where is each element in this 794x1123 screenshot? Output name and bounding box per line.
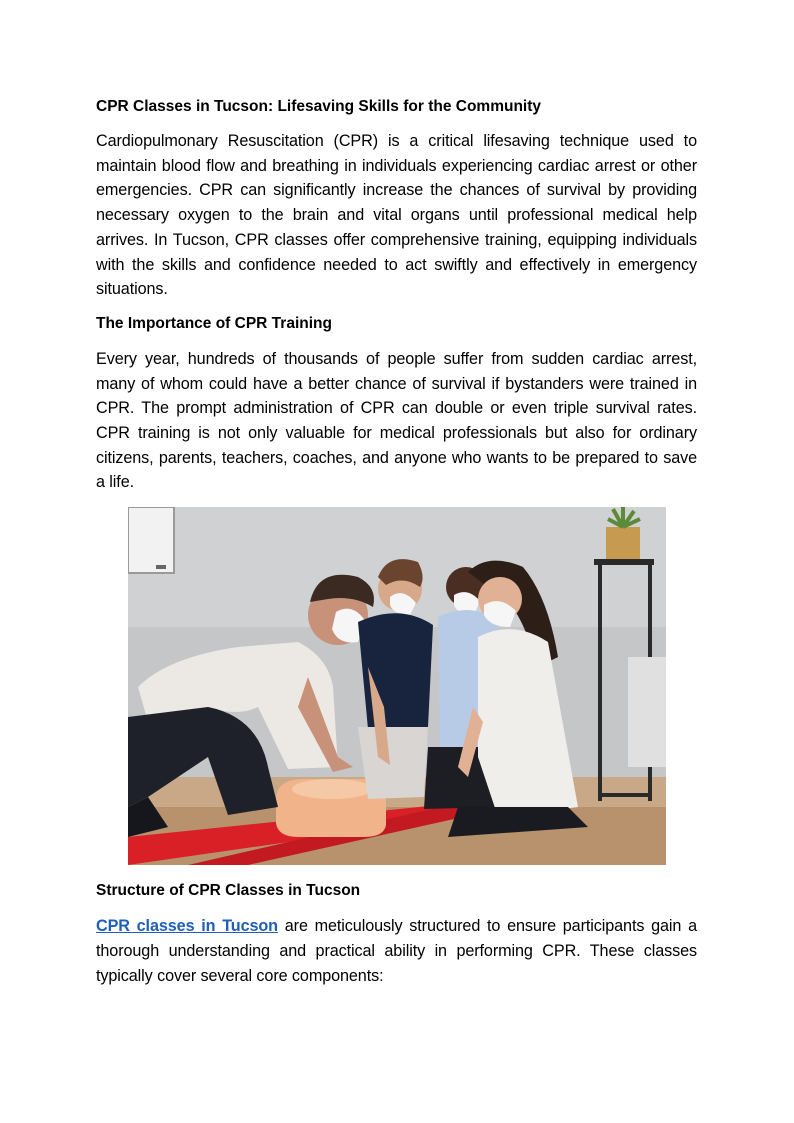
paragraph-structure xyxy=(96,914,697,988)
heading-cpr-classes: CPR Classes in Tucson: Lifesaving Skills for the Community xyxy=(96,98,541,115)
cpr-class-photo-icon xyxy=(128,507,666,865)
paragraph-intro: Cardiopulmonary Resuscitation (CPR) is a critical lifesaving technique used to maintain blood flow and breathing in individuals experiencing cardiac arrest or other emergencies. CPR can significantly increase the chances of survival by providing necessary oxygen to the brain and vital organs until professional medical help arrives. In Tucson, CPR classes offer comprehensive training, equipping individuals with the skills and confidence needed to act swiftly and effectively in emergency situations. xyxy=(96,132,697,299)
cpr-classes-tucson-link[interactable]: CPR classes in Tucson xyxy=(96,917,278,936)
heading-importance: The Importance of CPR Training xyxy=(96,314,332,332)
paragraph-structure-text: are meticulously structured to ensure participants gain a thorough understanding and practical ability in performing CPR. These classes typically cover several core components: xyxy=(96,917,697,985)
document-content xyxy=(96,96,697,988)
cpr-class-photo xyxy=(128,507,666,865)
heading-structure: Structure of CPR Classes in Tucson xyxy=(96,882,361,900)
paragraph-importance: Every year, hundreds of thousands of people suffer from sudden cardiac arrest, many of whom could have a better chance of survival if bystanders were trained in CPR. The prompt administration of CPR can double or even triple survival rates. CPR training is not only valuable for medical professionals but also for ordinary citizens, parents, teachers, coaches, and anyone who wants to be prepared to save a life. xyxy=(96,349,697,492)
